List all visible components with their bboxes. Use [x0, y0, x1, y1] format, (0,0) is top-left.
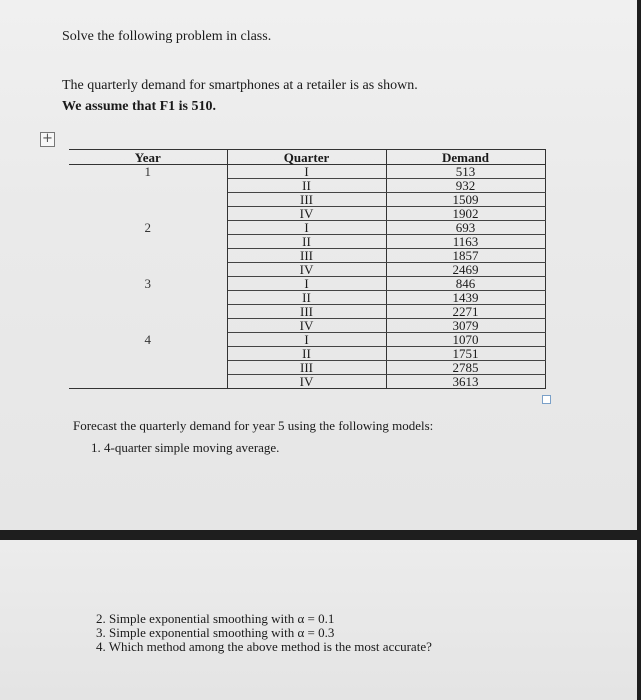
quarter-cell: I [227, 333, 386, 347]
quarter-cell: III [227, 361, 386, 375]
quarter-cell: II [227, 347, 386, 361]
demand-cell: 1857 [386, 249, 545, 263]
demand-cell: 693 [386, 221, 545, 235]
year-cell [69, 193, 227, 207]
demand-cell: 513 [386, 165, 545, 179]
intro-text: Solve the following problem in class. [62, 29, 272, 44]
demand-cell: 1751 [386, 347, 545, 361]
header-year: Year [69, 150, 227, 165]
demand-cell: 846 [386, 277, 545, 291]
table-row [69, 347, 545, 361]
year-cell: 1 [69, 165, 227, 179]
year-cell [69, 207, 227, 221]
question-3: 3. Simple exponential smoothing with α = 0.3 [96, 625, 335, 640]
table-row [69, 263, 545, 277]
assumption-text: We assume that F1 is 510. [62, 99, 216, 114]
table-resize-handle-icon[interactable] [542, 395, 551, 404]
year-cell [69, 291, 227, 305]
year-cell [69, 305, 227, 319]
quarter-cell: IV [227, 375, 386, 389]
demand-cell: 1509 [386, 193, 545, 207]
quarter-cell: II [227, 291, 386, 305]
demand-table [69, 149, 546, 389]
table-row [69, 319, 545, 333]
quarter-cell: I [227, 221, 386, 235]
table-row [69, 277, 545, 291]
question-list [96, 612, 432, 654]
quarter-cell: I [227, 165, 386, 179]
quarter-cell: II [227, 179, 386, 193]
demand-cell: 1439 [386, 291, 545, 305]
demand-cell: 2469 [386, 263, 545, 277]
demand-cell: 932 [386, 179, 545, 193]
table-row [69, 179, 545, 193]
table-row [69, 193, 545, 207]
quarter-cell: I [227, 277, 386, 291]
question-2: 2. Simple exponential smoothing with α = 0.1 [96, 611, 335, 626]
table-row [69, 165, 545, 179]
table-row [69, 291, 545, 305]
year-cell [69, 179, 227, 193]
year-cell [69, 375, 227, 389]
demand-cell: 3613 [386, 375, 545, 389]
year-cell: 2 [69, 221, 227, 235]
year-cell [69, 361, 227, 375]
year-cell [69, 347, 227, 361]
quarter-cell: II [227, 235, 386, 249]
table-move-plus-icon[interactable]: + [40, 132, 55, 147]
quarter-cell: III [227, 193, 386, 207]
header-quarter: Quarter [227, 150, 386, 165]
year-cell [69, 235, 227, 249]
quarter-cell: IV [227, 263, 386, 277]
table-header-row [69, 150, 545, 165]
demand-cell: 1902 [386, 207, 545, 221]
year-cell: 3 [69, 277, 227, 291]
model-1-text: 1. 4-quarter simple moving average. [91, 440, 280, 455]
quarter-cell: III [227, 249, 386, 263]
table-row [69, 207, 545, 221]
table-row [69, 305, 545, 319]
demand-cell: 2785 [386, 361, 545, 375]
table-row [69, 249, 545, 263]
demand-cell: 3079 [386, 319, 545, 333]
quarter-cell: IV [227, 319, 386, 333]
quarter-cell: IV [227, 207, 386, 221]
demand-cell: 1070 [386, 333, 545, 347]
table-row [69, 375, 545, 389]
table-row [69, 333, 545, 347]
problem-statement: The quarterly demand for smartphones at a retailer is as shown. [62, 78, 418, 93]
year-cell [69, 319, 227, 333]
forecast-instruction: Forecast the quarterly demand for year 5 using the following models: [73, 418, 434, 433]
demand-cell: 2271 [386, 305, 545, 319]
question-4: 4. Which method among the above method is the most accurate? [96, 639, 432, 654]
year-cell: 4 [69, 333, 227, 347]
table-row [69, 221, 545, 235]
header-demand: Demand [386, 150, 545, 165]
year-cell [69, 263, 227, 277]
quarter-cell: III [227, 305, 386, 319]
year-cell [69, 249, 227, 263]
table-row [69, 361, 545, 375]
table-row [69, 235, 545, 249]
demand-cell: 1163 [386, 235, 545, 249]
